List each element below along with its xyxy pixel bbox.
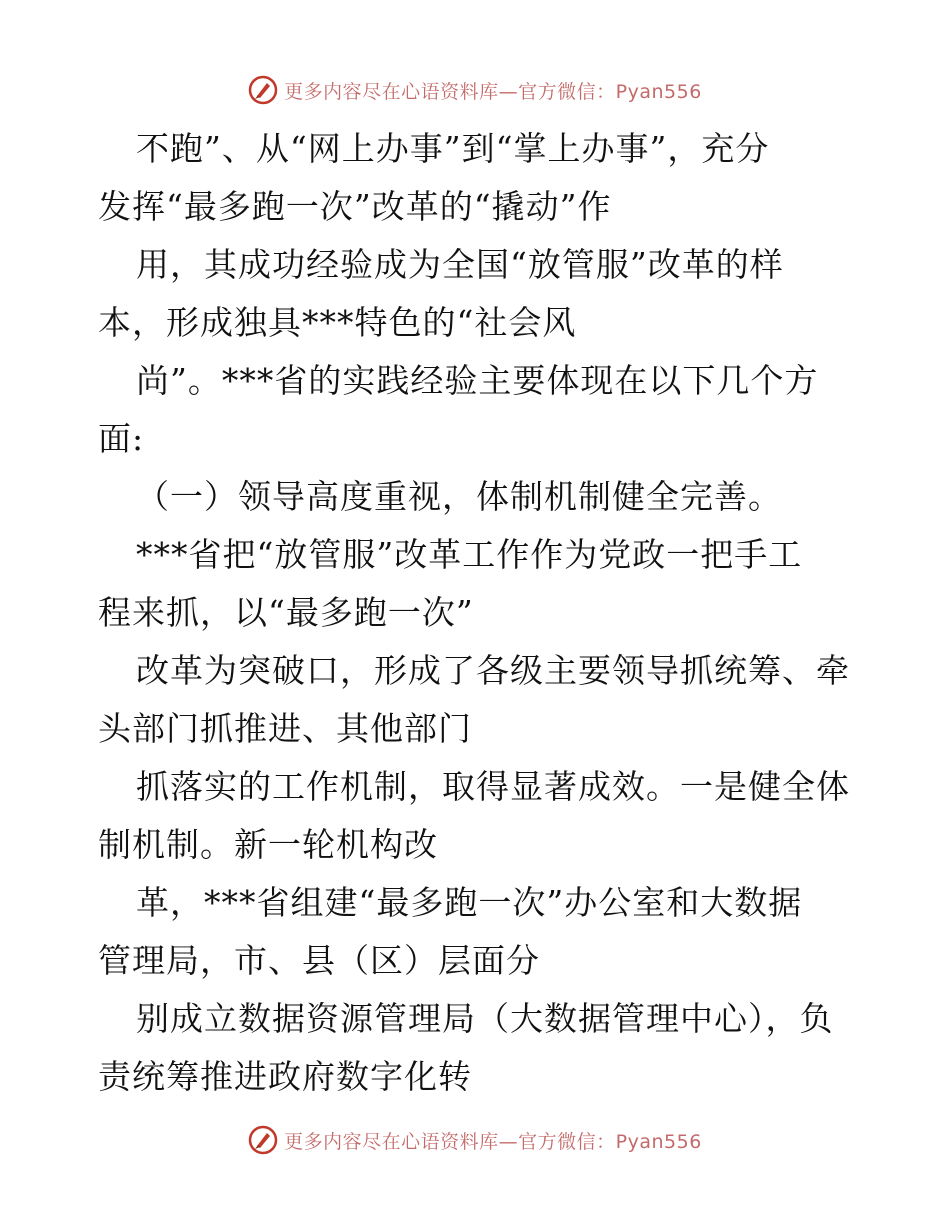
text-line: 面: [98,419,145,458]
text-line: ***省把“放管服”改革工作作为党政一把手工 [136,535,803,574]
text-line: 抓落实的工作机制，取得显著成效。一是健全体 [136,767,850,806]
text-line: 尚”。***省的实践经验主要体现在以下几个方 [136,361,819,400]
text-line: 本，形成独具***特色的“社会风 [98,303,577,342]
text-line: 改革为突破口，形成了各级主要领导抓统筹、牵 [136,651,850,690]
text-line: 不跑”、从“网上办事”到“掌上办事”，充分 [136,129,770,168]
text-line: 责统筹推进政府数字化转 [98,1057,472,1096]
text-line: 管理局，市、县（区）层面分 [98,941,540,980]
pen-logo-icon [248,1125,278,1155]
footer-watermark-text: 更多内容尽在心语资料库—官方微信：Pyan556 [284,1130,702,1153]
text-line: 发挥“最多跑一次”改革的“撬动”作 [98,187,612,226]
document-body [98,120,868,1106]
pen-logo-icon [248,75,278,105]
header-watermark-text: 更多内容尽在心语资料库—官方微信：Pyan556 [284,80,702,103]
header-watermark-banner [0,70,950,110]
text-line: 用，其成功经验成为全国“放管服”改革的样 [136,245,784,284]
text-line: 革，***省组建“最多跑一次”办公室和大数据 [136,883,803,922]
text-line: （一）领导高度重视，体制机制健全完善。 [136,477,782,516]
text-line: 程来抓，以“最多跑一次” [98,593,474,632]
footer-watermark-banner [0,1120,950,1160]
text-line: 制机制。新一轮机构改 [98,825,438,864]
text-line: 别成立数据资源管理局（大数据管理中心），负 [136,999,834,1038]
text-line: 头部门抓推进、其他部门 [98,709,472,748]
